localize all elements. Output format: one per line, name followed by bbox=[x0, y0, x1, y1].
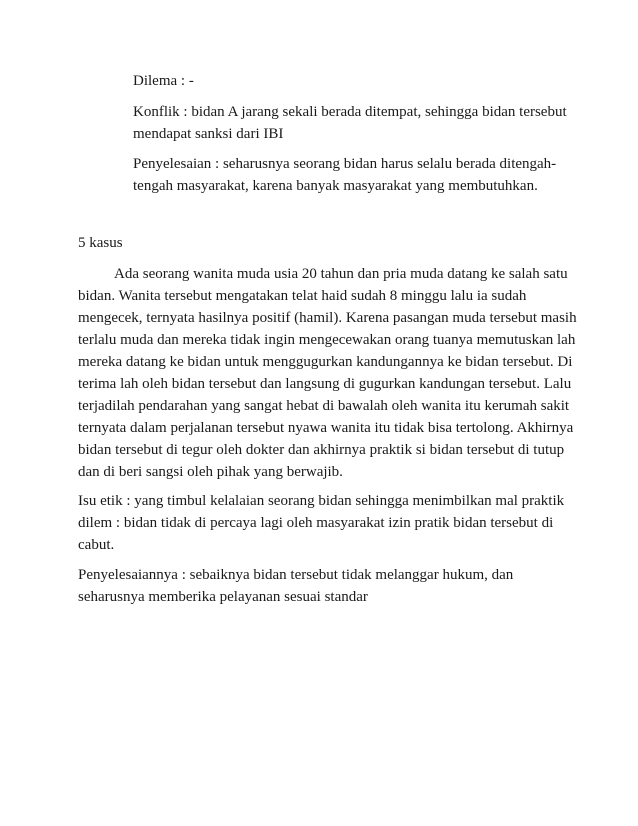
kasus-paragraph-line-1: Ada seorang wanita muda usia 20 tahun dan pria muda datang ke salah satu bbox=[114, 266, 568, 282]
penyelesaian-line-1: Penyelesaian : seharusnya seorang bidan harus selalu berada ditengah- bbox=[133, 156, 557, 172]
penyelesaiannya-line-2: seharusnya memberika pelayanan sesuai standar bbox=[78, 589, 368, 605]
kasus-paragraph-line-6: terima lah oleh bidan tersebut dan langsung di gugurkan kandungan tersebut. Lalu bbox=[78, 376, 572, 392]
kasus-heading: 5 kasus bbox=[78, 235, 123, 251]
dilema-line: Dilema : - bbox=[133, 73, 194, 89]
konflik-line-2: mendapat sanksi dari IBI bbox=[133, 126, 284, 142]
kasus-paragraph-line-3: mengecek, ternyata hasilnya positif (hamil). Karena pasangan muda tersebut masih bbox=[78, 310, 577, 326]
penyelesaian-line-2: tengah masyarakat, karena banyak masyarakat yang membutuhkan. bbox=[133, 178, 538, 194]
kasus-paragraph-line-9: bidan tersebut di tegur oleh dokter dan akhirnya praktik si bidan tersebut di tutup bbox=[78, 442, 565, 458]
isu-etik-line-3: cabut. bbox=[78, 537, 115, 553]
kasus-paragraph-line-4: terlalu muda dan mereka tidak ingin mengecewakan orang tuanya memutuskan lah bbox=[78, 332, 576, 348]
kasus-paragraph-line-5: mereka datang ke bidan untuk menggugurkan kandungannya ke bidan tersebut. Di bbox=[78, 354, 573, 370]
penyelesaiannya-line-1: Penyelesaiannya : sebaiknya bidan tersebut tidak melanggar hukum, dan bbox=[78, 567, 514, 583]
kasus-paragraph-line-7: terjadilah pendarahan yang sangat hebat di bawalah oleh wanita itu kerumah sakit bbox=[78, 398, 570, 414]
kasus-paragraph-line-2: bidan. Wanita tersebut mengatakan telat haid sudah 8 minggu lalu ia sudah bbox=[78, 288, 527, 304]
isu-etik-line-1: Isu etik : yang timbul kelalaian seorang bidan sehingga menimbilkan mal praktik bbox=[78, 493, 565, 509]
kasus-paragraph-line-10: dan di beri sangsi oleh pihak yang berwajib. bbox=[78, 464, 343, 480]
kasus-paragraph-line-8: ternyata dalam perjalanan tersebut nyawa wanita itu tidak bisa tertolong. Akhirnya bbox=[78, 420, 574, 436]
isu-etik-line-2: dilem : bidan tidak di percaya lagi oleh masyarakat izin pratik bidan tersebut di bbox=[78, 515, 554, 531]
konflik-line-1: Konflik : bidan A jarang sekali berada ditempat, sehingga bidan tersebut bbox=[133, 104, 567, 120]
